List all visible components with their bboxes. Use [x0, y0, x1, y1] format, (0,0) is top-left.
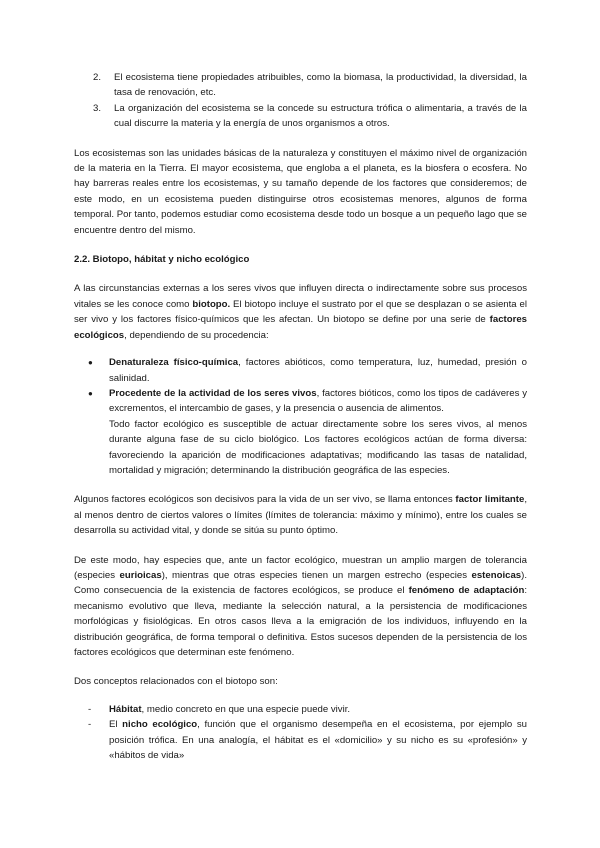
- term-habitat: Hábitat: [109, 703, 142, 715]
- paragraph-ecosystems: Los ecosistemas son las unidades básicas de la naturaleza y constituyen el máximo nivel de organización de la materia en la Tierra. El mayor ecosistema, que engloba a el planeta, es la biosfera o ecosfera. No hay barreras reales entre los ecosistemas, y su tamaño depende de los factores que consideremos; de este modo, en un ecosistema pueden distinguirse otros ecosistemas menores, algunos de forma temporal. Por tanto, podemos estudiar como ecosistema desde todo un bosque a un pequeño lago que se encuentre dentro del mismo.: [74, 147, 527, 236]
- text-run: , medio concreto en que una especie puede vivir.: [141, 703, 351, 715]
- paragraph-limiting-factor: [74, 492, 527, 538]
- text-run: Algunos factores ecológicos son decisivos para la vida de un ser vivo, se llama entonces: [74, 494, 456, 506]
- dash-text: [109, 702, 527, 717]
- bullet-term: Denaturaleza físico-química: [109, 357, 239, 369]
- bullet-item: [88, 386, 527, 417]
- dash-text: [109, 717, 527, 763]
- text-run: , factores abióticos, como temperatura, luz, humedad, presión o salinidad.: [109, 357, 527, 384]
- bullet-icon: ●: [88, 388, 93, 398]
- paragraph-biotope: [74, 281, 527, 343]
- bullet-icon: ●: [88, 358, 93, 368]
- term-estenoicas: estenoicas: [471, 569, 522, 581]
- bullet-text: [109, 386, 527, 417]
- bullet-continuation: Todo factor ecológico es susceptible de actuar directamente sobre los seres vivos, al menos durante alguna fase de su ciclo biológico. Los factores ecológicos actúan de forma diversa: favoreciendo la aparición de modificaciones adaptativas; modificando las tasas de natalidad, mortalidad y migración; determinando la distribución geográfica de las especies.: [109, 418, 527, 476]
- term-nicho-ecologico: nicho ecológico: [122, 719, 198, 731]
- term-fenomeno-adaptacion: fenómeno de adaptación: [408, 585, 525, 597]
- term-factores-ecologicos: factores ecológicos: [74, 314, 527, 341]
- dash-list: [74, 702, 527, 764]
- dash-item: [88, 702, 527, 717]
- text-run: , dependiendo de su procedencia:: [124, 329, 269, 341]
- text-run: A las circunstancias externas a los seres vivos que influyen directa o indirectamente sobre sus procesos vitales se les conoce como: [74, 283, 527, 310]
- text-run: : mecanismo evolutivo que lleva, mediante la selección natural, a la persistencia de modificaciones morfológicas y fisiológicas. En otros casos lleva a la emigración de los individuos, influyendo en la distribución geográfica, de forma temporal o definitiva. Estos sucesos dependen de la persistencia de los factores ecológicos que determinan este fenómeno.: [74, 585, 527, 658]
- text-run: De este modo, hay especies que, ante un factor ecológico, muestran un amplio margen de tolerancia (especies: [74, 554, 527, 581]
- dash-item: [88, 717, 527, 763]
- dash-mark: -: [88, 703, 92, 715]
- paragraph-related-concepts: Dos conceptos relacionados con el biotopo son:: [74, 676, 278, 688]
- text-run: El: [109, 719, 123, 731]
- text-run: El biotopo incluye el sustrato por el que se desplazan o se asienta el ser vivo y los factores físico-químicos que les afectan. Un biotopo se define por una serie de: [74, 298, 527, 326]
- term-biotopo: biotopo.: [192, 298, 231, 310]
- text-run: , función que el organismo desempeña en el ecosistema, por ejemplo su posición trófica. En una analogía, el hábitat es el «domicilio» y su nicho es su «profesión» y «hábitos de vida»: [109, 719, 528, 762]
- bullet-item: [88, 355, 527, 386]
- text-run: , factores bióticos, como los tipos de cadáveres y excrementos, el intercambio de gases, y la presencia o ausencia de alimentos.: [109, 387, 527, 415]
- bullet-text: [109, 355, 527, 386]
- text-run: ). Como consecuencia de la existencia de factores ecológicos, se produce el: [74, 569, 527, 597]
- section-heading: 2.2. Biotopo, hábitat y nicho ecológico: [74, 254, 250, 266]
- item-text: El ecosistema tiene propiedades atribuibles, como la biomasa, la productividad, la diversidad, la tasa de renovación, etc.: [114, 72, 527, 99]
- bullet-term: Procedente de la actividad de los seres vivos: [109, 387, 317, 399]
- document-page: [74, 70, 527, 763]
- item-number: 3.: [93, 102, 102, 114]
- numbered-item: [93, 70, 527, 101]
- term-eurioicas: eurioicas: [119, 569, 162, 581]
- text-run: ), mientras que otras especies tienen un margen estrecho (especies: [161, 569, 472, 581]
- text-run: , al menos dentro de ciertos valores o límites (límites de tolerancia: máximo y mínimo), entre los cuales se desarrolla su actividad vital, y donde se sitúa su punto óptimo.: [74, 494, 527, 537]
- paragraph-tolerance: [74, 553, 527, 661]
- numbered-item: [93, 101, 527, 132]
- dash-mark: -: [88, 719, 92, 731]
- bullet-list: [74, 355, 527, 478]
- item-text: La organización del ecosistema se la concede su estructura trófica o alimentaria, a través de la cual discurre la materia y la energía de unos organismos a otros.: [114, 102, 527, 130]
- item-number: 2.: [93, 72, 102, 83]
- term-factor-limitante: factor limitante: [455, 494, 525, 506]
